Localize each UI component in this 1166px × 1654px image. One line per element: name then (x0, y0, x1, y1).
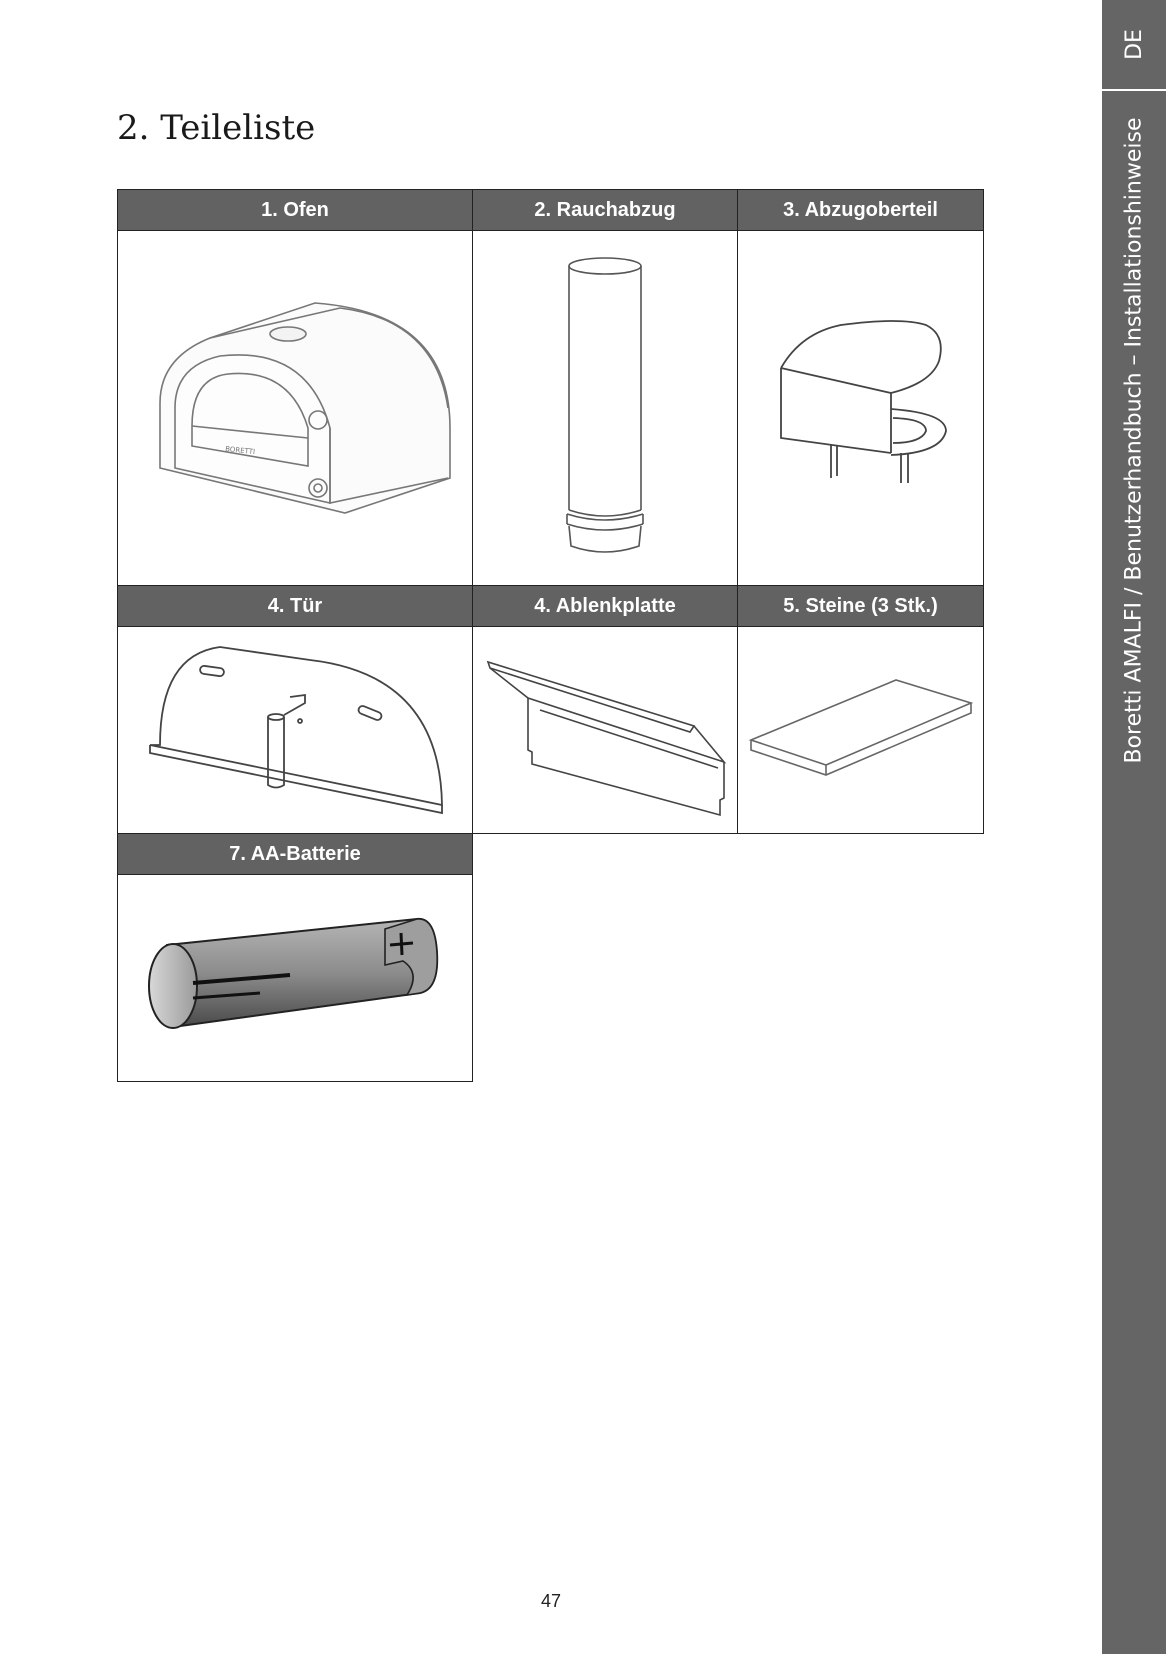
door-cell (118, 627, 473, 834)
oven-illustration (130, 278, 460, 538)
aa-battery-illustration (135, 913, 455, 1043)
section-title: 2. Teileliste (117, 108, 316, 148)
battery-cell (118, 875, 473, 1082)
part-label-battery: 7. AA-Batterie (118, 834, 473, 875)
manual-title: Boretti AMALFI / Benutzerhandbuch – Installationshinweise (1121, 117, 1147, 763)
side-tab-divider (1102, 89, 1166, 91)
part-label-chimney: 2. Rauchabzug (473, 190, 738, 231)
part-label-chimney-cap: 3. Abzugoberteil (738, 190, 984, 231)
table-header-row (118, 834, 984, 875)
oven-brand-mark: BORETTI (224, 445, 256, 457)
table-header-row (118, 586, 984, 627)
table-image-row (118, 875, 984, 1082)
part-label-door: 4. Tür (118, 586, 473, 627)
baking-stone-illustration (746, 675, 976, 785)
page-number: 47 (540, 1591, 562, 1611)
part-label-stones: 5. Steine (3 Stk.) (738, 586, 984, 627)
deflector-plate-illustration (480, 640, 730, 820)
stones-cell (738, 627, 984, 834)
chimney-cap-cell (738, 231, 984, 586)
chimney-cap-illustration (761, 313, 961, 503)
chimney-cell (473, 231, 738, 586)
part-label-deflector-plate: 4. Ablenkplatte (473, 586, 738, 627)
table-image-row (118, 627, 984, 834)
table-image-row (118, 231, 984, 586)
parts-table (117, 189, 984, 1082)
manual-title-tab (1102, 100, 1166, 780)
door-illustration (130, 635, 460, 825)
part-label-oven: 1. Ofen (118, 190, 473, 231)
chimney-pipe-illustration (555, 248, 655, 568)
language-tab (1102, 0, 1166, 88)
language-label: DE (1121, 28, 1147, 60)
table-header-row (118, 190, 984, 231)
deflector-plate-cell (473, 627, 738, 834)
oven-cell (118, 231, 473, 586)
